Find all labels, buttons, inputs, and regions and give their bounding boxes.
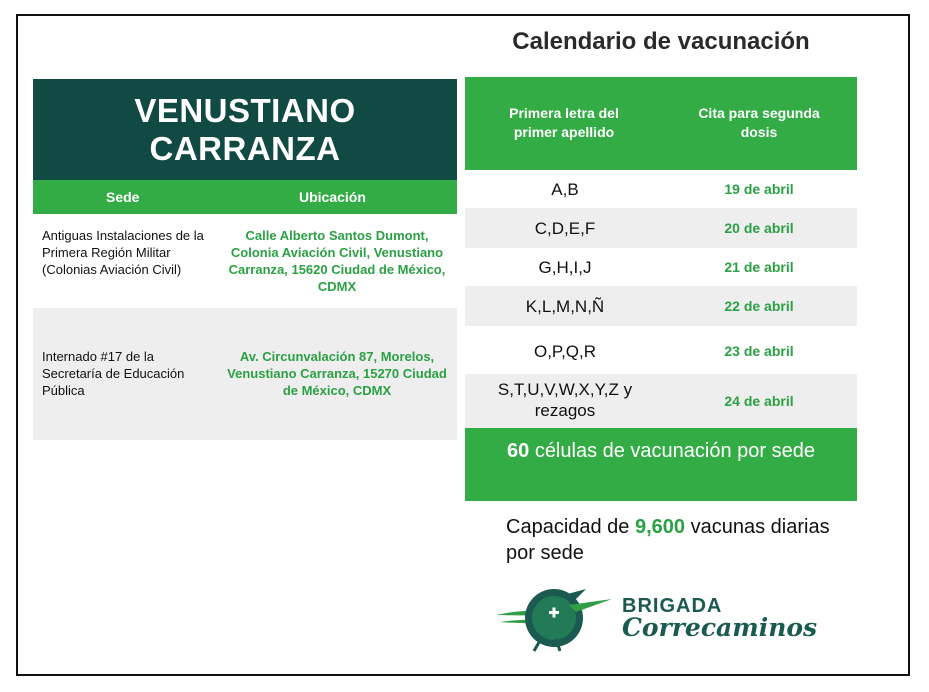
calendar-date: 22 de abril: [724, 298, 794, 314]
calendar-letters: C,D,E,F: [534, 219, 596, 238]
capacity-suffix: vacunas diarias por sede: [506, 516, 830, 564]
calendar-title: Calendario de vacunación: [512, 28, 810, 55]
site-name: Internado #17 de la Secretaría de Educación Pública: [42, 349, 185, 398]
calendar-row: [465, 286, 857, 326]
calendar-date: 23 de abril: [724, 343, 794, 359]
vaccination-cells-banner: [465, 428, 857, 501]
cells-number: 60: [507, 440, 530, 462]
calendar-letters: S,T,U,V,W,X,Y,Z y rezagos: [497, 380, 633, 420]
municipality-title-line1: VENUSTIANO: [134, 91, 356, 129]
municipality-title: [33, 79, 457, 180]
site-row: [33, 308, 457, 440]
calendar-header: [465, 77, 857, 170]
site-address: Av. Circunvalación 87, Morelos, Venustiano Carranza, 15270 Ciudad de México, CDMX: [227, 349, 447, 398]
calendar-row: [465, 208, 857, 248]
cells-text: células de vacunación por sede: [534, 440, 815, 462]
calendar-letters: O,P,Q,R: [533, 342, 597, 361]
calendar-row: [465, 374, 857, 428]
site-name: Antiguas Instalaciones de la Primera Región Militar (Colonias Aviación Civil): [42, 228, 204, 277]
calendar-row: [465, 326, 857, 374]
logo-text-correcaminos: Correcaminos: [622, 613, 818, 642]
capacity-number: 9,600: [635, 516, 686, 538]
calendar-date: 19 de abril: [724, 181, 794, 197]
header-ubicacion: Ubicación: [299, 189, 366, 205]
calendar-letters: G,H,I,J: [538, 258, 592, 277]
sites-table-header: [33, 180, 457, 214]
calendar-row: [465, 248, 857, 286]
logo-text-brigada: BRIGADA: [622, 595, 723, 617]
municipality-title-line2: CARRANZA: [149, 129, 341, 167]
site-address: Calle Alberto Santos Dumont, Colonia Aviación Civil, Venustiano Carranza, 15620 Ciudad de México, CDMX: [228, 228, 446, 294]
capacity-prefix: Capacidad de: [506, 516, 630, 538]
header-sede: Sede: [106, 189, 140, 205]
calendar-letters: A,B: [551, 180, 579, 199]
header-date: Cita para segunda dosis: [698, 105, 820, 140]
calendar-date: 20 de abril: [724, 220, 794, 236]
daily-capacity: [506, 514, 846, 566]
calendar-date: 24 de abril: [724, 393, 794, 409]
header-letter: Primera letra del primer apellido: [509, 105, 619, 140]
calendar-date: 21 de abril: [724, 259, 794, 275]
site-row: [33, 214, 457, 308]
calendar-letters: K,L,M,N,Ñ: [525, 297, 605, 316]
calendar-row: [465, 170, 857, 208]
